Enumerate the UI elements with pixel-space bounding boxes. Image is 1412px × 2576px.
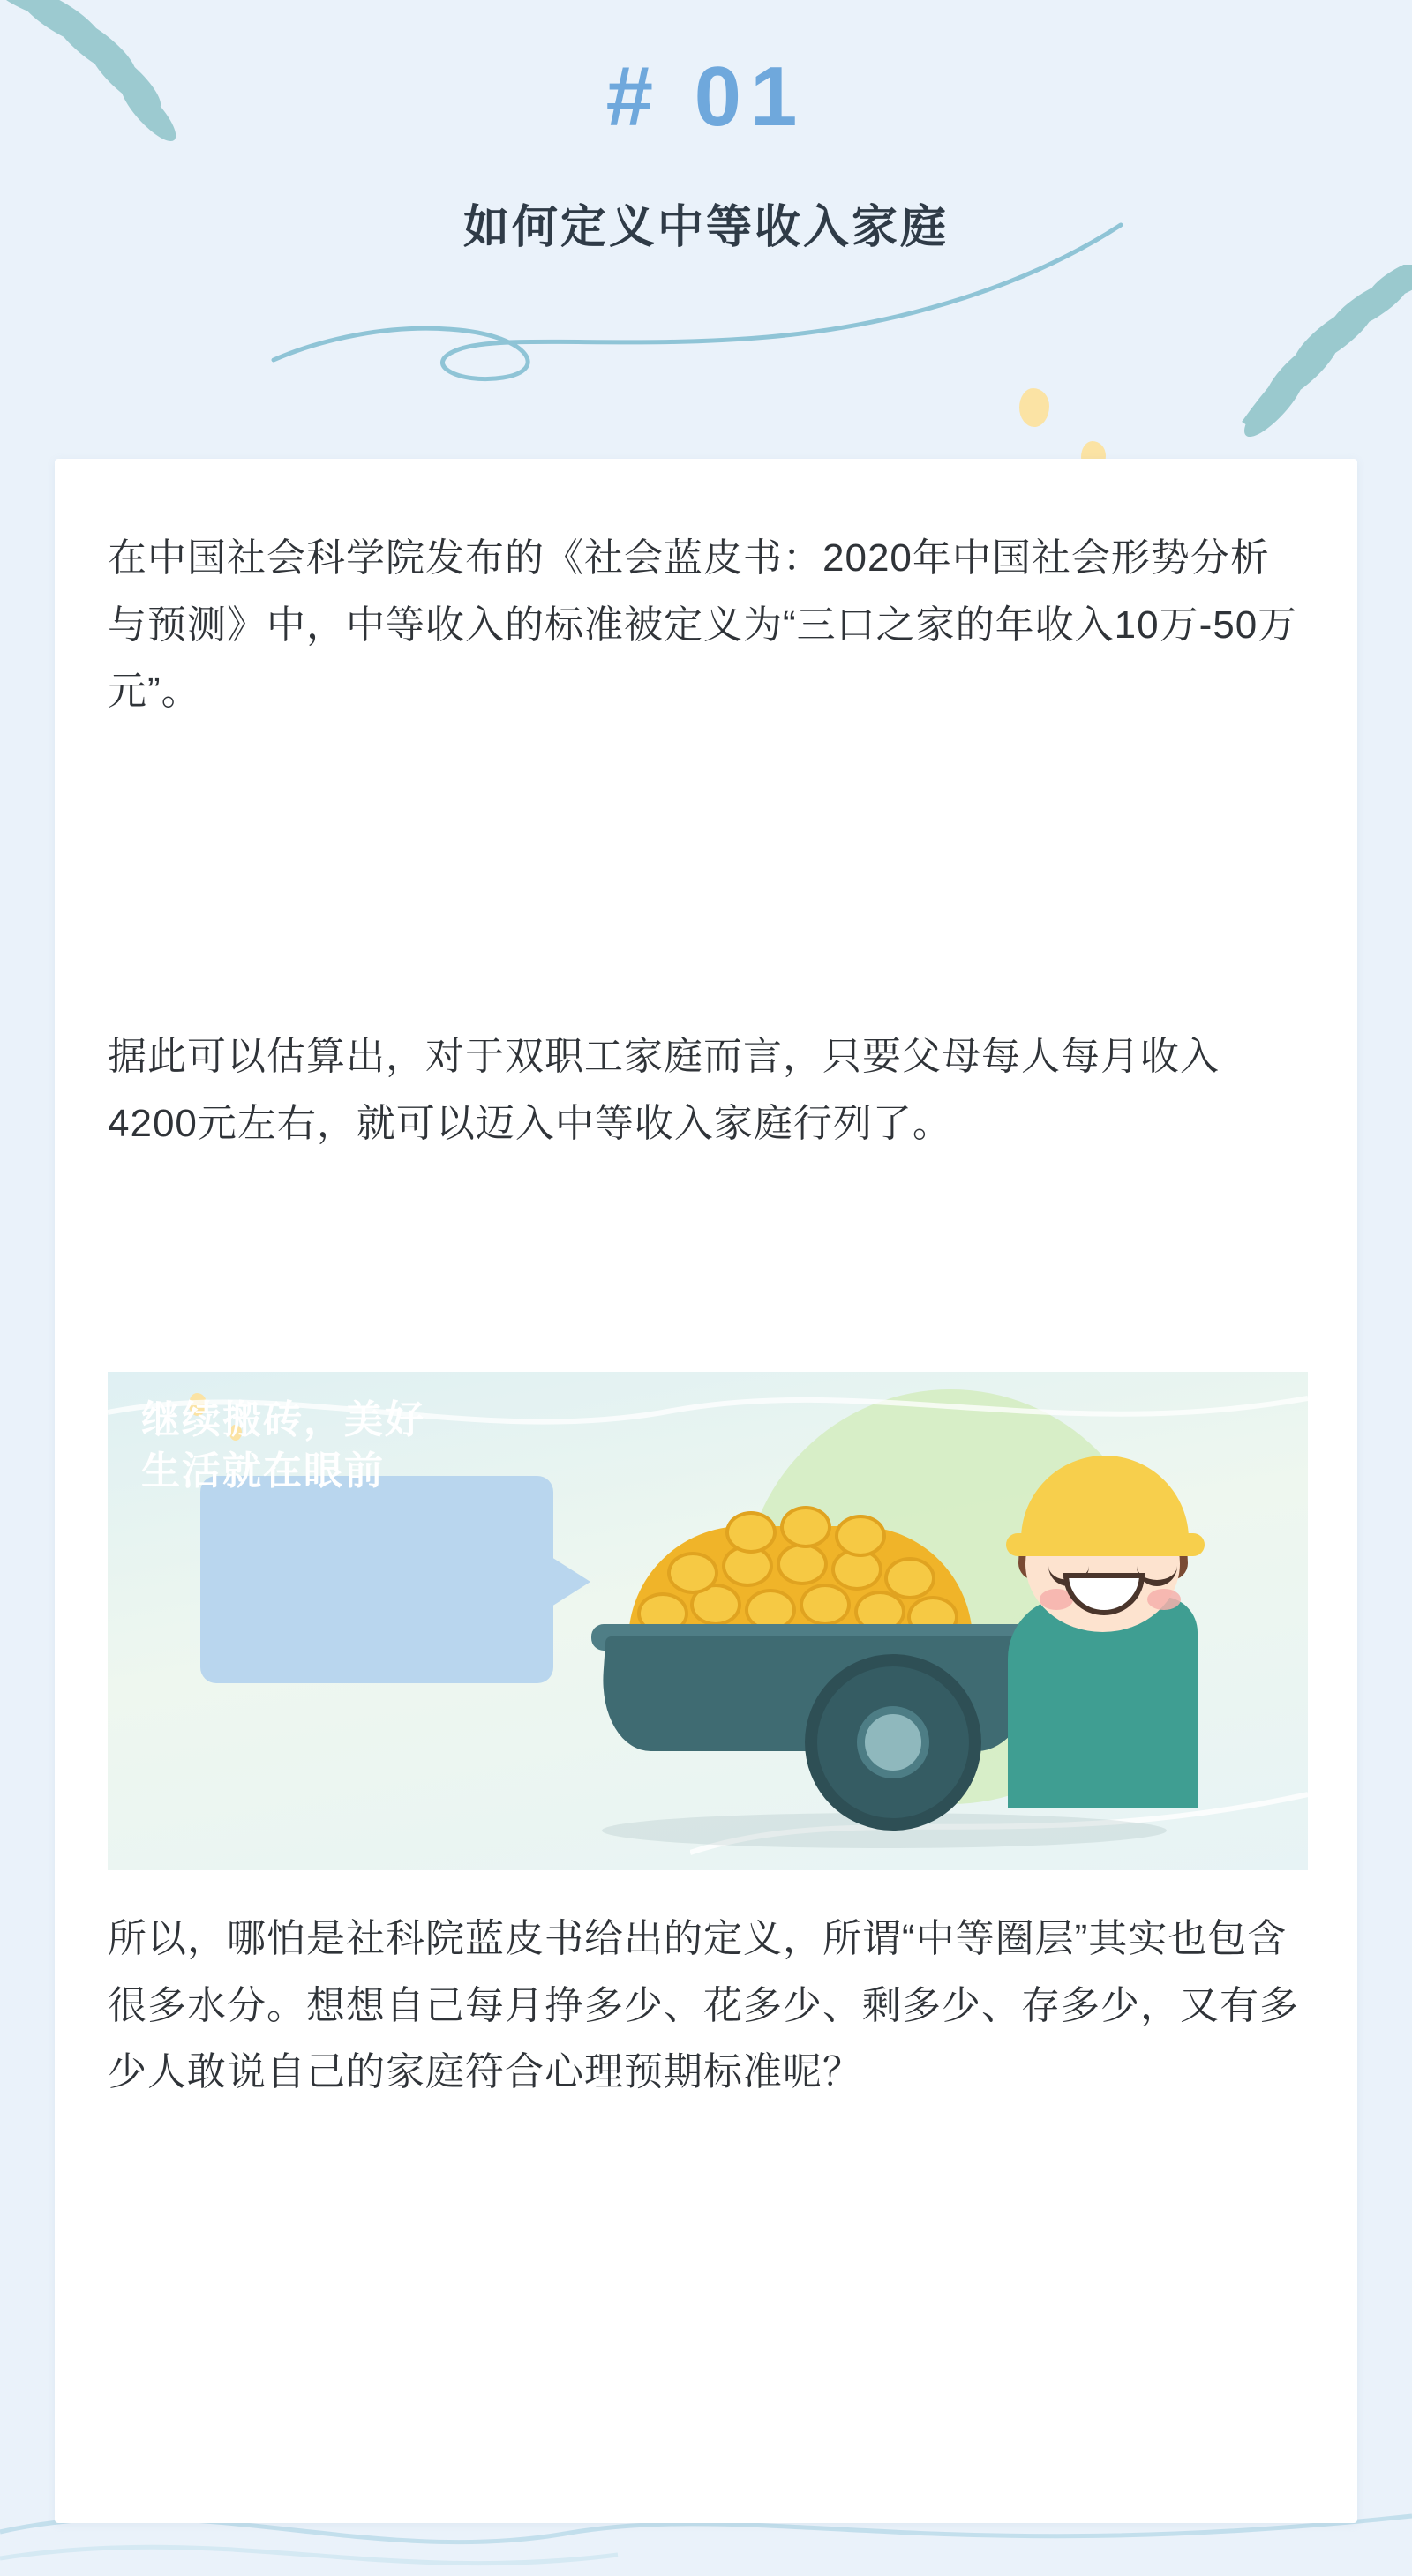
coin: [667, 1552, 718, 1594]
page-number: # 01: [605, 49, 807, 144]
paragraph-2: 据此可以估算出，对于双职工家庭而言，只要父母每人每月收入4200元左右，就可以迈入中等收入家庭行列了。: [108, 1035, 1220, 1145]
speech-bubble-text: 继续搬砖，美好生活就在眼前: [141, 1398, 425, 1494]
page-header: [0, 0, 1412, 441]
helmet-brim: [1006, 1533, 1205, 1556]
coin: [780, 1506, 831, 1548]
worker-cheek-right: [1147, 1589, 1181, 1610]
content-card: [55, 459, 1357, 2523]
wheelbarrow-wheel: [805, 1654, 981, 1831]
coin: [725, 1511, 777, 1554]
page-title: 如何定义中等收入家庭: [462, 202, 949, 253]
coin: [884, 1557, 935, 1599]
coin: [800, 1584, 851, 1626]
wheel-hub: [857, 1706, 929, 1778]
coin: [777, 1543, 828, 1585]
paragraph-1: 在中国社会科学院发布的《社会蓝皮书：2020年中国社会形势分析与预测》中，中等收入的标准被定义为“三口之家的年收入10万-50万元”。: [108, 536, 1298, 714]
illustration-block: [108, 1372, 1308, 1870]
coin: [835, 1515, 886, 1557]
speech-bubble: [200, 1476, 553, 1683]
paragraph-3: 所以，哪怕是社科院蓝皮书给出的定义，所谓“中等圈层”其实也包含很多水分。想想自己每月挣多少、花多少、剩多少、存多少，又有多少人敢说自己的家庭符合心理预期标准呢？: [108, 1917, 1299, 2094]
